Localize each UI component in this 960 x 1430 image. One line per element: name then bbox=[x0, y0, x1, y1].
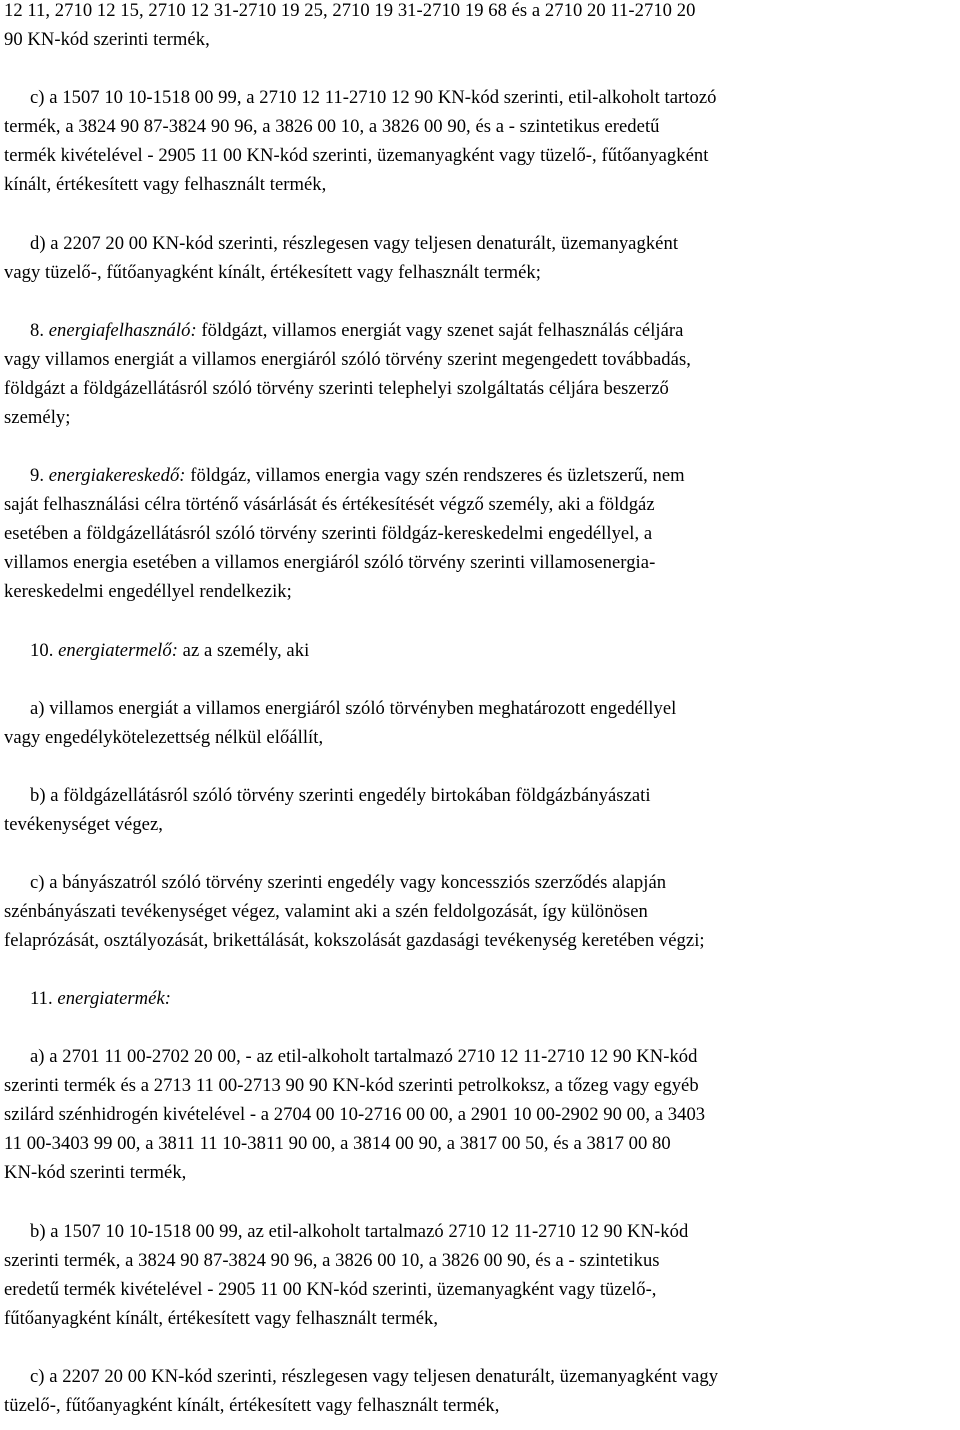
item-9-line-4: villamos energia esetében a villamos energiáról szóló törvény szerinti villamosenergia- bbox=[4, 552, 656, 573]
item-11b-line-3: eredetű termék kivételével - 2905 11 00 KN-kód szerinti, üzemanyagként vagy tüzelő-, bbox=[4, 1279, 657, 1300]
item-8-line-3: földgázt a földgázellátásról szóló törvény szerinti telephelyi szolgáltatás céljára beszerző bbox=[4, 378, 669, 399]
item-10c-line-1: c) a bányászatról szóló törvény szerinti engedély vagy koncessziós szerződés alapján bbox=[30, 872, 667, 893]
item-9-line-3: esetében a földgázellátásról szóló törvény szerinti földgáz-kereskedelmi engedéllyel, a bbox=[4, 523, 653, 544]
item-10-line-1 bbox=[30, 636, 309, 665]
item-11b-line-4: fűtőanyagként kínált, értékesített vagy felhasznált termék, bbox=[4, 1308, 439, 1329]
item-11a-line-1: a) a 2701 11 00-2702 20 00, - az etil-alkoholt tartalmazó 2710 12 11-2710 12 90 KN-kód bbox=[30, 1046, 698, 1067]
item-9-number: 9. bbox=[30, 465, 45, 486]
item-9-term: energiakereskedő: bbox=[48, 465, 186, 486]
item-10-line-1-text: az a személy, aki bbox=[182, 640, 310, 661]
item-11a-line-2: szerinti termék és a 2713 11 00-2713 90 90 KN-kód szerinti petrolkoksz, a tőzeg vagy egyéb bbox=[4, 1075, 699, 1096]
item-11-line-1 bbox=[30, 984, 171, 1013]
item-11c-line-1: c) a 2207 20 00 KN-kód szerinti, részlegesen vagy teljesen denaturált, üzemanyagként vagy bbox=[30, 1366, 719, 1387]
item-10b-line-1: b) a földgázellátásról szóló törvény szerinti engedély birtokában földgázbányászati bbox=[30, 785, 651, 806]
item-7d-line-2: vagy tüzelő-, fűtőanyagként kínált, értékesített vagy felhasznált termék; bbox=[4, 262, 541, 283]
item-8-line-1-text: földgázt, villamos energiát vagy szenet saját felhasználás céljára bbox=[201, 320, 684, 341]
item-11c-line-2: tüzelő-, fűtőanyagként kínált, értékesített vagy felhasznált termék, bbox=[4, 1395, 500, 1416]
item-7-tail-line-1: 12 11, 2710 12 15, 2710 12 31-2710 19 25, 2710 19 31-2710 19 68 és a 2710 20 11-2710 20 bbox=[4, 0, 696, 21]
item-7c-line-2: termék, a 3824 90 87-3824 90 96, a 3826 00 10, a 3826 00 90, és a - szintetikus eredetű bbox=[4, 116, 660, 137]
item-7c-line-3: termék kivételével - 2905 11 00 KN-kód szerinti, üzemanyagként vagy tüzelő-, fűtőanyagként bbox=[4, 145, 709, 166]
item-10-term: energiatermelő: bbox=[58, 640, 178, 661]
item-9-line-5: kereskedelmi engedéllyel rendelkezik; bbox=[4, 581, 292, 602]
item-7d-line-1: d) a 2207 20 00 KN-kód szerinti, részlegesen vagy teljesen denaturált, üzemanyagként bbox=[30, 233, 679, 254]
item-7c-line-4: kínált, értékesített vagy felhasznált termék, bbox=[4, 174, 327, 195]
item-11-term: energiatermék: bbox=[57, 988, 171, 1009]
item-10a-line-2: vagy engedélykötelezettség nélkül előállít, bbox=[4, 727, 324, 748]
item-10c-line-3: felaprózását, osztályozását, brikettálását, kokszolását gazdasági tevékenység keretében végzi; bbox=[4, 930, 705, 951]
item-9-line-1-text: földgáz, villamos energia vagy szén rendszeres és üzletszerű, nem bbox=[190, 465, 685, 486]
item-7-tail-line-2: 90 KN-kód szerinti termék, bbox=[4, 29, 210, 50]
item-11a-line-3: szilárd szénhidrogén kivételével - a 2704 00 10-2716 00 00, a 2901 10 00-2902 90 00, a 3403 bbox=[4, 1104, 706, 1125]
item-8-term: energiafelhasználó: bbox=[48, 320, 197, 341]
item-8-line-4: személy; bbox=[4, 407, 71, 428]
item-10b-line-2: tevékenységet végez, bbox=[4, 814, 163, 835]
item-7c-line-1: c) a 1507 10 10-1518 00 99, a 2710 12 11-2710 12 90 KN-kód szerinti, etil-alkoholt tartozó bbox=[30, 87, 717, 108]
item-11a-line-5: KN-kód szerinti termék, bbox=[4, 1162, 187, 1183]
item-9-line-1 bbox=[30, 461, 685, 490]
item-11b-line-1: b) a 1507 10 10-1518 00 99, az etil-alkoholt tartalmazó 2710 12 11-2710 12 90 KN-kód bbox=[30, 1221, 689, 1242]
item-8-line-2: vagy villamos energiát a villamos energiáról szóló törvény szerint megengedett továbbadás, bbox=[4, 349, 691, 370]
item-10-number: 10. bbox=[30, 640, 54, 661]
item-8-number: 8. bbox=[30, 320, 45, 341]
item-10a-line-1: a) villamos energiát a villamos energiáról szóló törvényben meghatározott engedéllyel bbox=[30, 698, 677, 719]
item-11a-line-4: 11 00-3403 99 00, a 3811 11 10-3811 90 00, a 3814 00 90, a 3817 00 50, és a 3817 00 80 bbox=[4, 1133, 671, 1154]
item-10c-line-2: szénbányászati tevékenységet végez, valamint aki a szén feldolgozását, így különösen bbox=[4, 901, 648, 922]
item-8-line-1 bbox=[30, 316, 683, 345]
item-11-number: 11. bbox=[30, 988, 53, 1009]
item-9-line-2: saját felhasználási célra történő vásárlását és értékesítését végző személy, aki a földgáz bbox=[4, 494, 655, 515]
item-11b-line-2: szerinti termék, a 3824 90 87-3824 90 96, a 3826 00 10, a 3826 00 90, és a - szintetikus bbox=[4, 1250, 660, 1271]
